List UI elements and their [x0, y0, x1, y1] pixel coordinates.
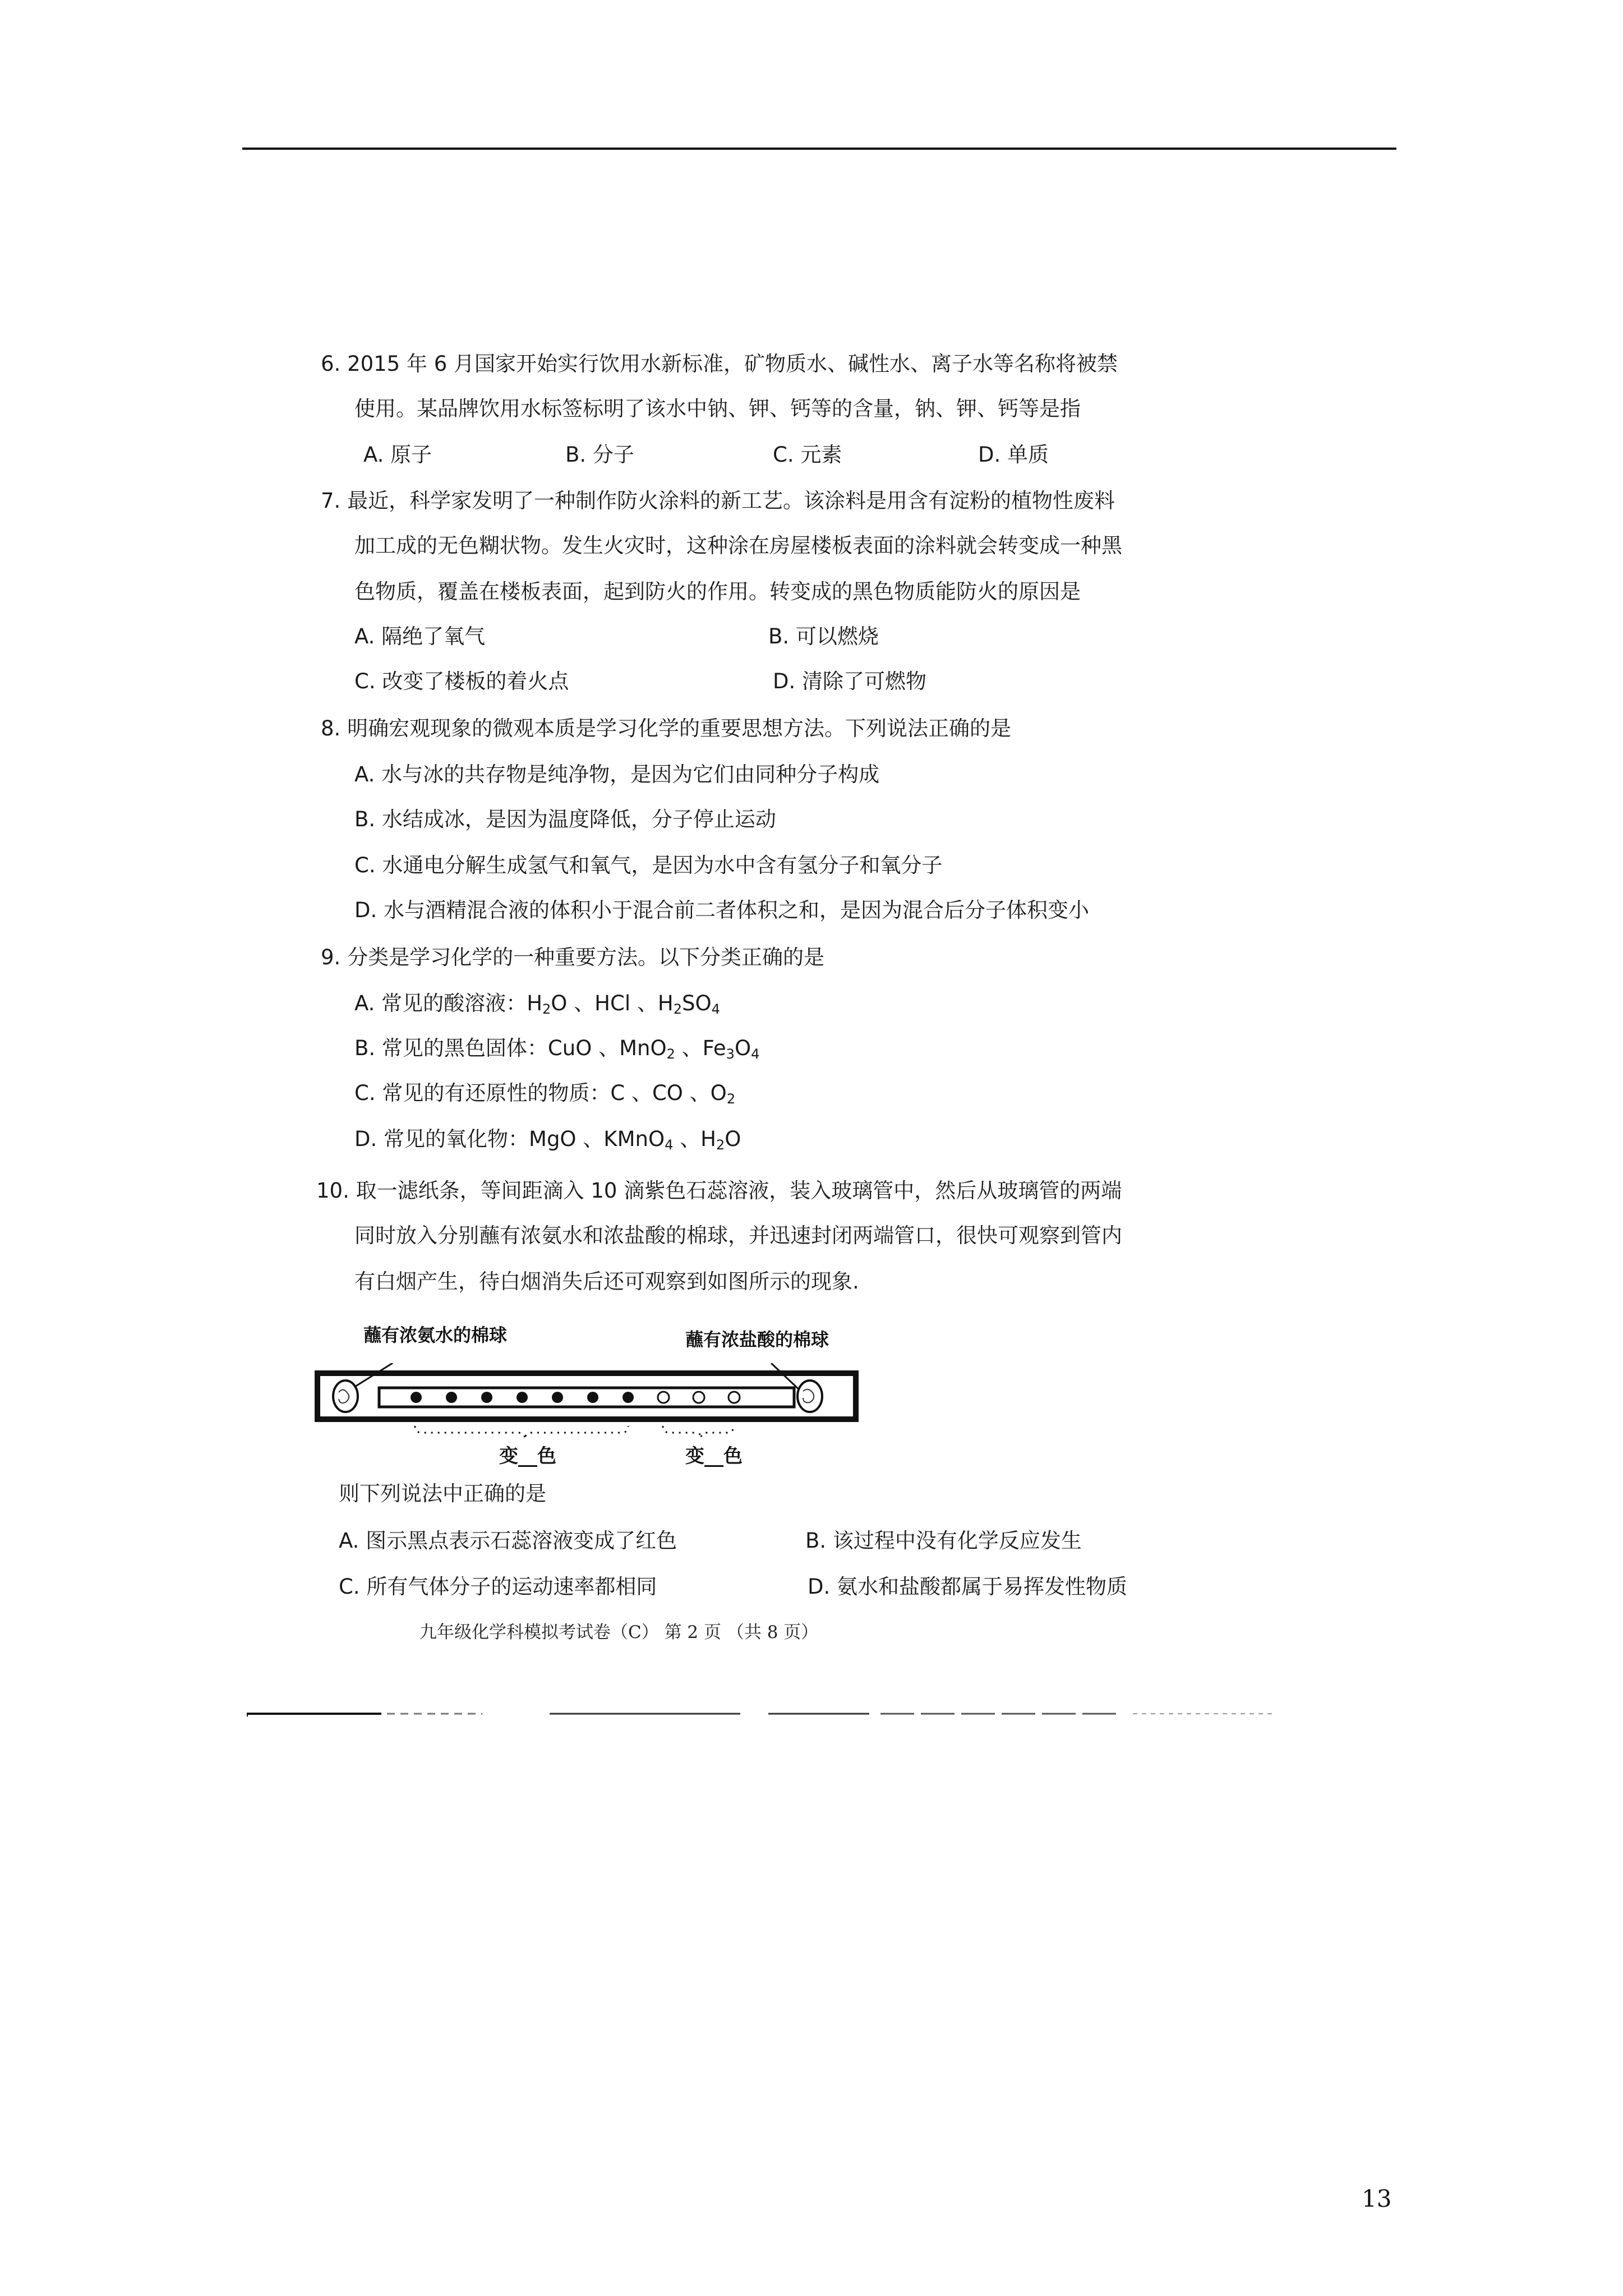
fig-under-right-label: 变__色: [685, 1445, 743, 1467]
q10-option-a: A. 图示黑点表示石蕊溶液变成了红色: [339, 1529, 677, 1553]
q6-option-d: D. 单质: [978, 443, 1049, 467]
q6-line1: 6. 2015 年 6 月国家开始实行饮用水新标准，矿物质水、碱性水、离子水等名称将被禁: [321, 352, 1118, 376]
q10-option-c: C. 所有气体分子的运动速率都相同: [339, 1575, 657, 1599]
q10-line2: 同时放入分别蘸有浓氨水和浓盐酸的棉球，并迅速封闭两端管口，很快可观察到管内: [354, 1223, 1122, 1248]
q6-option-b: B. 分子: [565, 443, 634, 467]
q8-option-a: A. 水与冰的共存物是纯净物，是因为它们由同种分子构成: [354, 762, 880, 786]
scan-edge-line: [247, 1712, 1273, 1717]
page-footer: 九年级化学科模拟考试卷（C） 第 2 页 （共 8 页）: [419, 1622, 819, 1642]
fig-under-left-label: 变__色: [499, 1445, 556, 1467]
q9-option-d: D. 常见的氧化物：MgO 、KMnO$_4$ 、$H_2O$: [354, 1127, 741, 1153]
q10-option-d: D. 氨水和盐酸都属于易挥发性物质: [808, 1575, 1128, 1599]
q8-line1: 8. 明确宏观现象的微观本质是学习化学的重要思想方法。下列说法正确的是: [321, 716, 1012, 740]
q7-option-d: D. 清除了可燃物: [773, 669, 927, 693]
q10-line3: 有白烟产生，待白烟消失后还可观察到如图所示的现象.: [354, 1269, 859, 1294]
q9-line1: 9. 分类是学习化学的一种重要方法。以下分类正确的是: [321, 945, 825, 969]
q9-option-a: A. 常见的酸溶液：$H_2O$ 、HCl 、$H_2SO_4$: [354, 991, 720, 1017]
q7-option-b: B. 可以燃烧: [768, 624, 879, 648]
q7-option-c: C. 改变了楼板的着火点: [354, 669, 569, 693]
q9-option-c: C. 常见的有还原性的物质：C 、CO 、$O_2$: [354, 1081, 736, 1107]
fig-left-label: 蘸有浓氨水的棉球: [363, 1324, 508, 1346]
q7-line1: 7. 最近，科学家发明了一种制作防火涂料的新工艺。该涂料是用含有淀粉的植物性废料: [321, 489, 1115, 513]
q10-prompt: 则下列说法中正确的是: [339, 1481, 546, 1506]
q6-line2: 使用。某品牌饮用水标签标明了该水中钠、钾、钙等的含量，钠、钾、钙等是指: [354, 397, 1081, 421]
q7-line2: 加工成的无色糊状物。发生火灾时，这种涂在房屋楼板表面的涂料就会转变成一种黑: [354, 533, 1122, 558]
page-number: 13: [1362, 2185, 1392, 2212]
q6-option-a: A. 原子: [363, 443, 432, 467]
q8-option-c: C. 水通电分解生成氢气和氧气，是因为水中含有氢分子和氧分子: [354, 853, 943, 877]
top-rule: [242, 148, 1396, 150]
q10-line1: 10. 取一滤纸条，等间距滴入 10 滴紫色石蕊溶液，装入玻璃管中，然后从玻璃管的两端: [316, 1179, 1122, 1203]
q6-option-c: C. 元素: [773, 443, 842, 467]
q8-option-d: D. 水与酒精混合液的体积小于混合前二者体积之和，是因为混合后分子体积变小: [354, 898, 1090, 922]
left-cotton-ball: [333, 1381, 358, 1412]
q7-line3: 色物质，覆盖在楼板表面，起到防火的作用。转变成的黑色物质能防火的原因是: [354, 579, 1081, 604]
fig-right-label: 蘸有浓盐酸的棉球: [685, 1329, 829, 1350]
right-cotton-ball: [797, 1381, 822, 1412]
glass-tube-figure: [314, 1363, 864, 1442]
q9-option-b: B. 常见的黑色固体：CuO 、MnO$_2$ 、$Fe_3O_4$: [354, 1036, 760, 1062]
q8-option-b: B. 水结成冰，是因为温度降低，分子停止运动: [354, 807, 776, 831]
q10-option-b: B. 该过程中没有化学反应发生: [805, 1529, 1082, 1553]
q7-option-a: A. 隔绝了氧气: [354, 624, 486, 648]
